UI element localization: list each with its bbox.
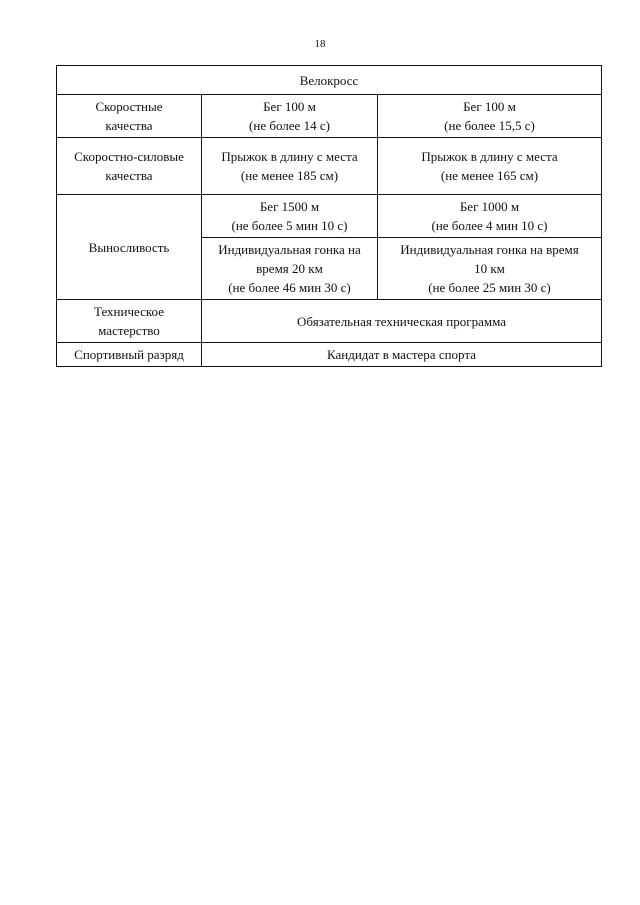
cell-line: качества xyxy=(105,168,153,183)
cell-line: (не менее 185 см) xyxy=(240,168,339,183)
speed-power-standard-col2 xyxy=(202,138,378,195)
cell-line: Индивидуальная гонка на xyxy=(218,242,361,257)
cell-line: Прыжок в длину с места xyxy=(221,149,358,164)
cell-line: Техническое xyxy=(94,304,164,319)
row-label-speed-power xyxy=(57,138,202,195)
row-label-technical xyxy=(57,300,202,343)
cell-line: мастерство xyxy=(98,323,160,338)
endurance-race-col2 xyxy=(202,238,378,300)
table-row xyxy=(57,343,602,367)
table-row xyxy=(57,195,602,238)
table-row xyxy=(57,95,602,138)
sport-rank: Кандидат в мастера спорта xyxy=(202,343,602,367)
cell-line: время 20 км xyxy=(256,261,323,276)
cell-line: Индивидуальная гонка на время xyxy=(400,242,579,257)
table-row xyxy=(57,300,602,343)
endurance-run-col2 xyxy=(202,195,378,238)
endurance-race-col3 xyxy=(378,238,602,300)
row-label-speed xyxy=(57,95,202,138)
row-label-rank: Спортивный разряд xyxy=(57,343,202,367)
speed-standard-col3 xyxy=(378,95,602,138)
speed-power-standard-col3 xyxy=(378,138,602,195)
cell-line: Скоростно-силовые xyxy=(74,149,184,164)
cell-line: (не более 25 мин 30 с) xyxy=(428,280,551,295)
table-row xyxy=(57,138,602,195)
cell-line: Скоростные xyxy=(95,99,163,114)
row-label-endurance: Выносливость xyxy=(57,195,202,300)
cell-line: (не более 46 мин 30 с) xyxy=(228,280,351,295)
technical-program: Обязательная техническая программа xyxy=(202,300,602,343)
cell-line: Бег 100 м xyxy=(263,99,316,114)
cell-line: (не более 15,5 с) xyxy=(444,118,535,133)
speed-standard-col2 xyxy=(202,95,378,138)
standards-table xyxy=(56,65,602,367)
table-title: Велокросс xyxy=(57,66,602,95)
endurance-run-col3 xyxy=(378,195,602,238)
cell-line: 10 км xyxy=(474,261,505,276)
page-number: 18 xyxy=(314,38,326,50)
cell-line: качества xyxy=(105,118,153,133)
cell-line: (не более 5 мин 10 с) xyxy=(231,218,348,233)
cell-line: Прыжок в длину с места xyxy=(421,149,558,164)
cell-line: (не более 14 с) xyxy=(249,118,330,133)
cell-line: (не менее 165 см) xyxy=(440,168,539,183)
table-row xyxy=(57,66,602,95)
cell-line: Бег 1000 м xyxy=(459,199,520,214)
cell-line: (не более 4 мин 10 с) xyxy=(431,218,548,233)
cell-line: Бег 100 м xyxy=(463,99,516,114)
cell-line: Бег 1500 м xyxy=(259,199,320,214)
